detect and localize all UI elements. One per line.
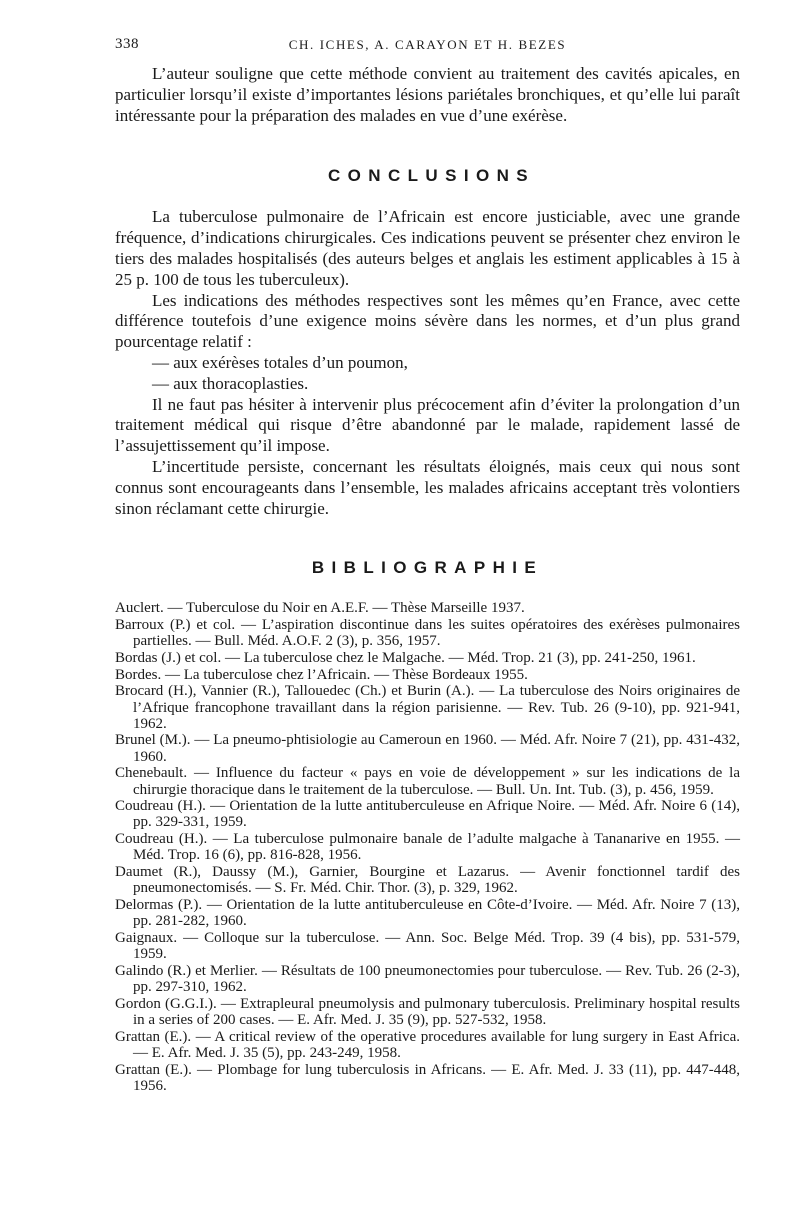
bibliography-entry: Delormas (P.). — Orientation de la lutte antituberculeuse en Côte-d’Ivoire. — Méd. Afr. Noire 7 (13), pp. 281-282, 1960. xyxy=(115,897,740,930)
bibliography-entry: Daumet (R.), Daussy (M.), Garnier, Bourgine et Lazarus. — Avenir fonctionnel tardif des pneumonectomisés. — S. Fr. Méd. Chir. Thor. (3), p. 329, 1962. xyxy=(115,864,740,897)
conclusions-paragraph: Les indications des méthodes respectives sont les mêmes qu’en France, avec cette différence toutefois d’une exigence moins sévère dans les normes, et d’un plus grand pourcentage relatif : xyxy=(115,290,740,352)
bibliography-entry: Grattan (E.). — A critical review of the operative procedures available for lung surgery in East Africa. — E. Afr. Med. J. 35 (5), pp. 243-249, 1958. xyxy=(115,1028,740,1061)
conclusions-paragraph: La tuberculose pulmonaire de l’Africain est encore justiciable, avec une grande fréquence, d’indications chirurgicales. Ces indications peuvent se présenter chez environ le tiers des malades hospitalisés (des auteurs belges et anglais les estiment applicables à 15 à 25 p. 100 de tous les tuberculeux). xyxy=(115,207,740,289)
bibliography-entry: Galindo (R.) et Merlier. — Résultats de 100 pneumonectomies pour tuberculose. — Rev. Tub. 26 (2-3), pp. 297-310, 1962. xyxy=(115,962,740,996)
bibliography-entry: Barroux (P.) et col. — L’aspiration discontinue dans les suites opératoires des exérèses pulmonaires partielles. — Bull. Méd. A.O.F. 2 (3), p. 356, 1957. xyxy=(115,617,740,650)
bibliography-entry: Brocard (H.), Vannier (R.), Tallouedec (Ch.) et Burin (A.). — La tuberculose des Noirs originaires de l’Afrique francophone travaillant dans la région parisienne. — Rev. Tub. 26 (9-10), pp. 921-941, 1962. xyxy=(115,683,740,732)
conclusions-heading: CONCLUSIONS xyxy=(327,166,536,186)
conclusions-paragraph: L’incertitude persiste, concernant les résultats éloignés, mais ceux qui nous sont connus sont encourageants dans l’ensemble, les malades africains acceptant très volontiers sinon réclamant cette chirurgie. xyxy=(115,456,740,518)
bibliography-list xyxy=(115,600,740,1094)
running-title: CH. ICHES, A. CARAYON ET H. BEZES xyxy=(288,37,567,52)
page xyxy=(115,36,740,1094)
bibliography-entry: Brunel (M.). — La pneumo-phtisiologie au Cameroun en 1960. — Méd. Afr. Noire 7 (21), pp. 431-432, 1960. xyxy=(115,732,740,765)
bibliography-entry: Coudreau (H.). — Orientation de la lutte antituberculeuse en Afrique Noire. — Méd. Afr. Noire 6 (14), pp. 329-331, 1959. xyxy=(115,798,740,831)
dash-list-item: — aux exérèses totales d’un poumon, xyxy=(152,352,408,372)
page-number: 338 xyxy=(115,36,139,52)
bibliography-entry: Auclert. — Tuberculose du Noir en A.E.F. — Thèse Marseille 1937. xyxy=(115,600,525,617)
bibliography-entry: Bordes. — La tuberculose chez l’Africain. — Thèse Bordeaux 1955. xyxy=(115,666,528,683)
bibliography-entry: Bordas (J.) et col. — La tuberculose chez le Malgache. — Méd. Trop. 21 (3), pp. 241-250, 1961. xyxy=(115,649,696,666)
intro-paragraph: L’auteur souligne que cette méthode convient au traitement des cavités apicales, en particulier lorsqu’il existe d’importantes lésions pariétales bronchiques, et qu’elle lui paraît intéressante pour la préparation des malades en vue d’une exérèse. xyxy=(115,64,740,125)
bibliography-entry: Chenebault. — Influence du facteur « pays en voie de développement » sur les indications de la chirurgie thoracique dans le traitement de la tuberculose. — Bull. Un. Int. Tub. (3), p. 456, 1959. xyxy=(115,765,740,798)
dash-list-item: — aux thoracoplasties. xyxy=(152,373,309,393)
bibliography-entry: Coudreau (H.). — La tuberculose pulmonaire banale de l’adulte malgache à Tananarive en 1955. — Méd. Trop. 16 (6), pp. 816-828, 1956. xyxy=(115,831,740,864)
bibliography-entry: Gordon (G.G.I.). — Extrapleural pneumolysis and pulmonary tuberculosis. Preliminary hospital results in a series of 200 cases. — E. Afr. Med. J. 35 (9), pp. 527-532, 1958. xyxy=(115,995,740,1028)
bibliography-heading: BIBLIOGRAPHIE xyxy=(311,558,544,578)
conclusions-paragraph: Il ne faut pas hésiter à intervenir plus précocement afin d’éviter la prolongation d’un traitement médical qui risque d’être abandonné par le malade, rapidement lassé de l’assujettissement qu’il impose. xyxy=(115,394,740,456)
bibliography-entry: Gaignaux. — Colloque sur la tuberculose. — Ann. Soc. Belge Méd. Trop. 39 (4 bis), pp. 531-579, 1959. xyxy=(115,929,740,963)
bibliography-entry: Grattan (E.). — Plombage for lung tuberculosis in Africans. — E. Afr. Med. J. 33 (11), pp. 447-448, 1956. xyxy=(115,1061,740,1094)
page-header xyxy=(115,36,740,60)
